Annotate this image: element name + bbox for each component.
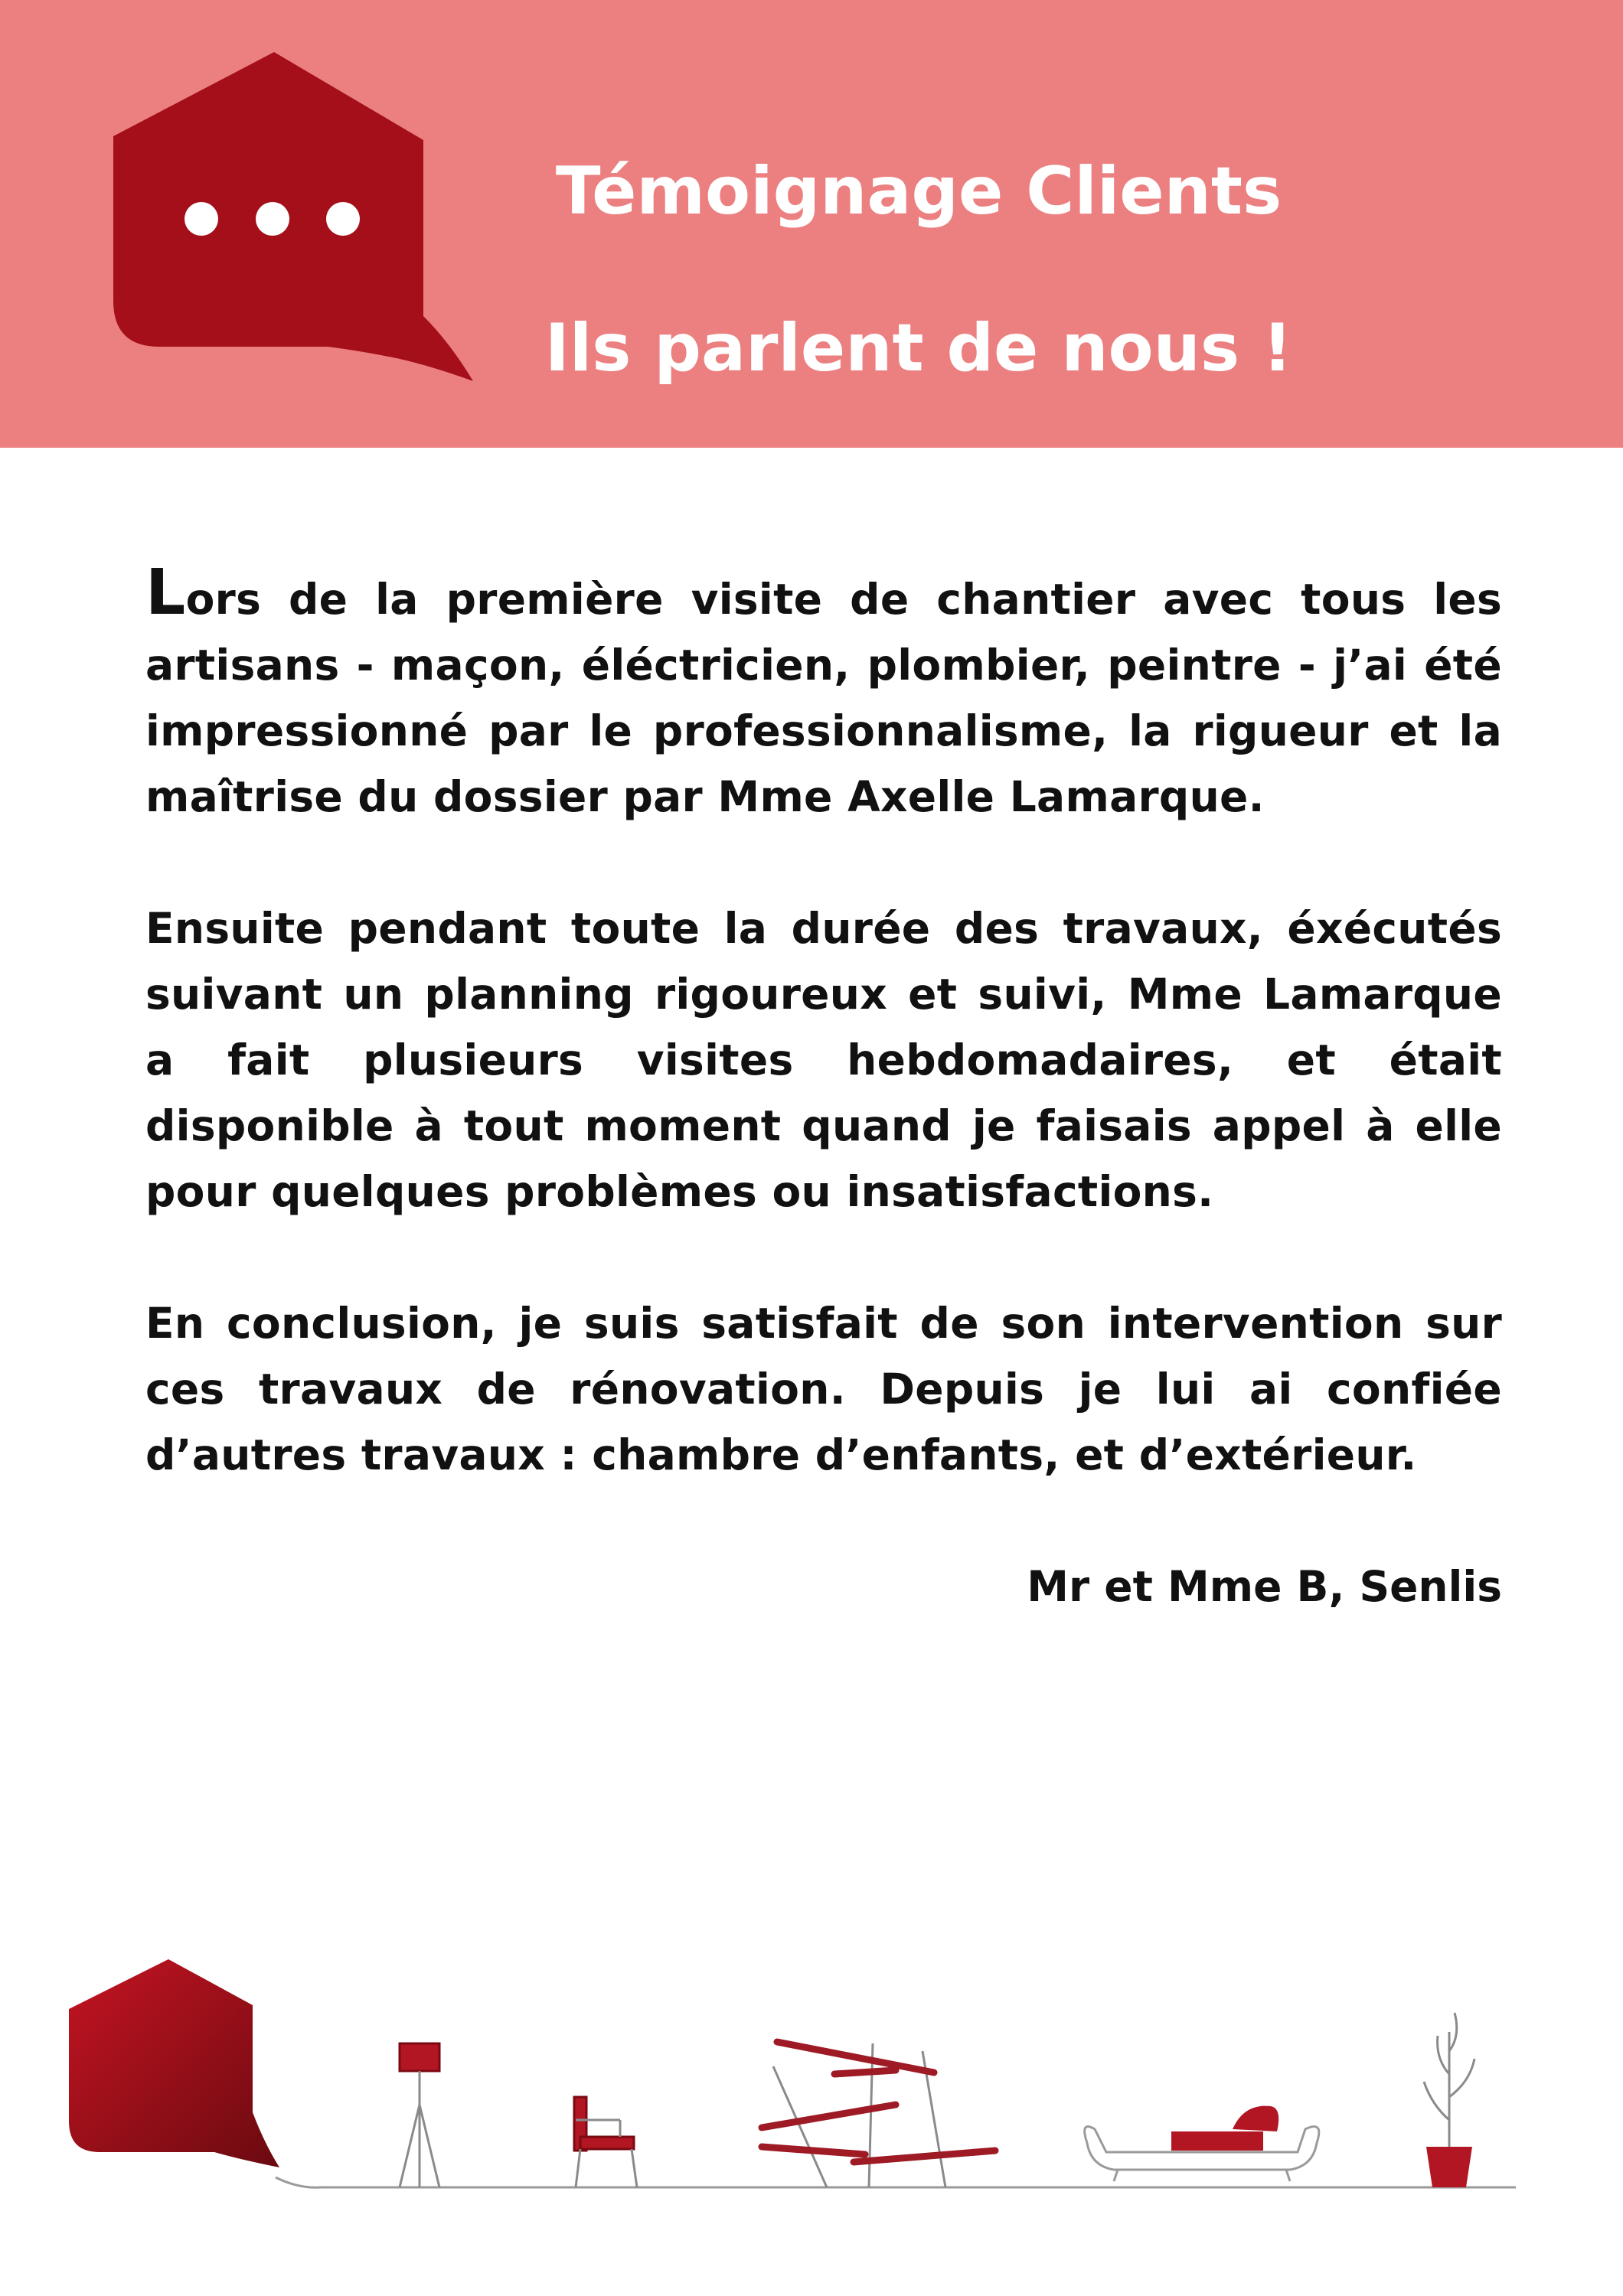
page-subtitle: Ils parlent de nous ! bbox=[544, 310, 1293, 386]
header-banner bbox=[0, 0, 1623, 448]
drop-cap: L bbox=[145, 556, 186, 629]
testimonial-paragraph bbox=[145, 556, 1502, 830]
house-speech-bubble-icon bbox=[113, 52, 473, 381]
armchair-icon bbox=[574, 2097, 637, 2187]
testimonial-paragraph: Ensuite pendant toute la durée des travaux, éxécutés suivant un planning rigoureux et suivi, Mme Lamarque a fait plusieurs visites hebdomadaires, et était disponible à tout moment quand je faisais appel à elle pour quelques problèmes ou insatisfactions. bbox=[145, 904, 1502, 1216]
house-speech-bubble-icon bbox=[69, 1959, 279, 2167]
interior-furniture-line-illustration bbox=[69, 1959, 1523, 2242]
bookshelf-icon bbox=[762, 2042, 995, 2187]
floor-lamp-icon bbox=[400, 2043, 439, 2187]
paragraph-text: ors de la première visite de chantier avec tous les artisans - maçon, éléctricien, plombier, peintre - j’ai été impressionné par le professionnalisme, la rigueur et la maîtrise du dossier par Mme Axelle Lamarque. bbox=[145, 575, 1502, 821]
testimonial-body bbox=[145, 556, 1502, 1619]
testimonial-signature: Mr et Mme B, Senlis bbox=[1027, 1562, 1502, 1611]
page-title: Témoignage Clients bbox=[555, 153, 1282, 230]
potted-plant-icon bbox=[1424, 2013, 1474, 2187]
testimonial-paragraph: En conclusion, je suis satisfait de son intervention sur ces travaux de rénovation. Depuis je lui ai confiée d’autres travaux : chambre d’enfants, et d’extérieur. bbox=[145, 1299, 1502, 1479]
sofa-icon bbox=[1085, 2106, 1319, 2181]
